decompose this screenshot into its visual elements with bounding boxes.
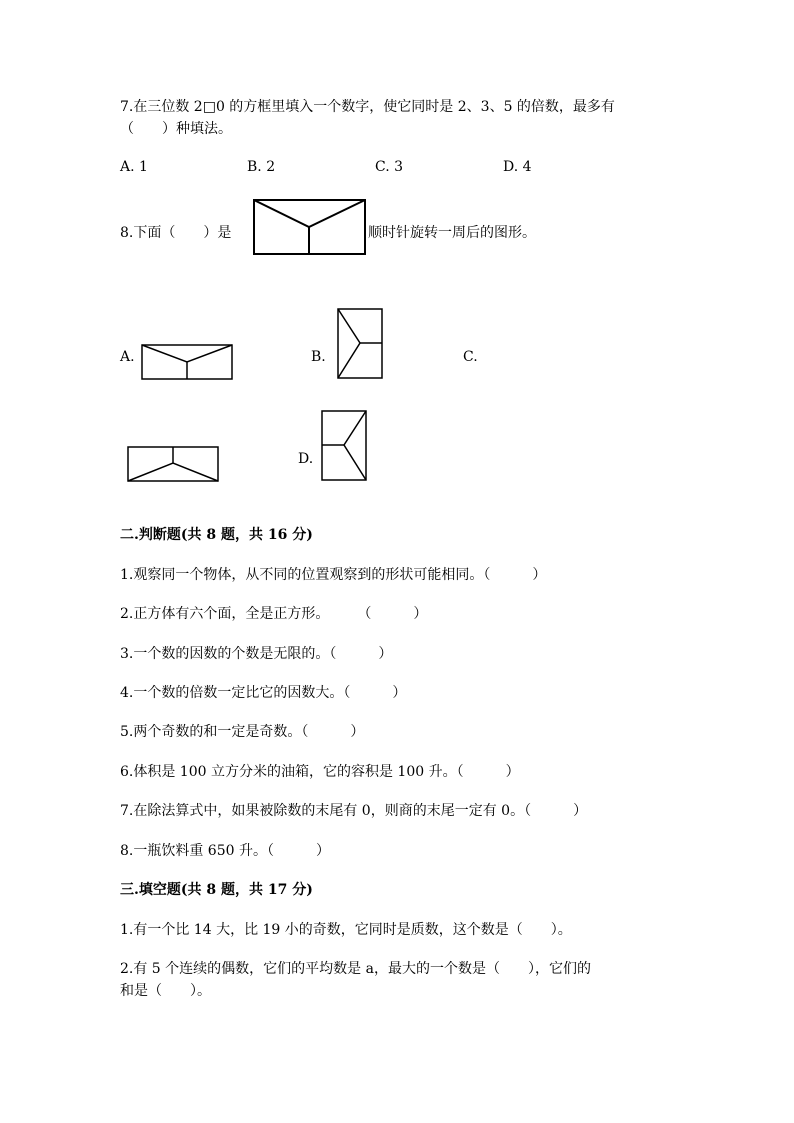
- section3-title: 三.填空题(共 8 题，共 17 分): [120, 882, 313, 898]
- section2-item-1: 1.观察同一个物体，从不同的位置观察到的形状可能相同。（ ）: [120, 567, 547, 583]
- q8-option-b-label[interactable]: B.: [311, 349, 326, 365]
- q8-option-d-label[interactable]: D.: [298, 451, 314, 467]
- section2-item-8: 8.一瓶饮料重 650 升。（ ）: [120, 843, 330, 859]
- section2-item-2: 2.正方体有六个面，全是正方形。 （ ）: [120, 606, 428, 622]
- q8-option-a-label[interactable]: A.: [120, 349, 135, 365]
- q8-option-b-figure[interactable]: [337, 308, 383, 379]
- q8-option-c-figure[interactable]: [127, 446, 219, 482]
- q8-reference-figure: [253, 199, 366, 255]
- section2-item-3: 3.一个数的因数的个数是无限的。（ ）: [120, 646, 393, 662]
- section2-item-6: 6.体积是 100 立方分米的油箱，它的容积是 100 升。（ ）: [120, 764, 520, 780]
- section2-item-7: 7.在除法算式中，如果被除数的末尾有 0，则商的末尾一定有 0。（ ）: [120, 803, 588, 819]
- q7-option-c[interactable]: C. 3: [375, 159, 404, 175]
- q7-option-d[interactable]: D. 4: [503, 159, 532, 175]
- section2-item-5: 5.两个奇数的和一定是奇数。（ ）: [120, 724, 365, 740]
- q8-stem-suffix: 顺时针旋转一周后的图形。: [368, 225, 536, 241]
- q8-option-c-label[interactable]: C.: [463, 349, 478, 365]
- section3-item-2-line2: 和是（ ）。: [120, 983, 211, 999]
- q8-option-a-figure[interactable]: [141, 344, 233, 380]
- q8-stem-prefix: 8.下面（ ）是: [120, 225, 232, 241]
- q7-stem-line1: 7.在三位数 2□0 的方框里填入一个数字，使它同时是 2、3、5 的倍数，最多有: [120, 99, 615, 115]
- q7-option-a[interactable]: A. 1: [120, 159, 148, 175]
- section3-item-1: 1.有一个比 14 大，比 19 小的奇数，它同时是质数，这个数是（ ）。: [120, 922, 572, 938]
- q7-stem-line2: （ ）种填法。: [120, 121, 232, 137]
- section2-item-4: 4.一个数的倍数一定比它的因数大。（ ）: [120, 685, 407, 701]
- q8-option-d-figure[interactable]: [321, 410, 367, 481]
- q7-option-b[interactable]: B. 2: [247, 159, 276, 175]
- section3-item-2-line1: 2.有 5 个连续的偶数，它们的平均数是 a，最大的一个数是（ ），它们的: [120, 961, 591, 977]
- section2-title: 二.判断题(共 8 题，共 16 分): [120, 527, 313, 543]
